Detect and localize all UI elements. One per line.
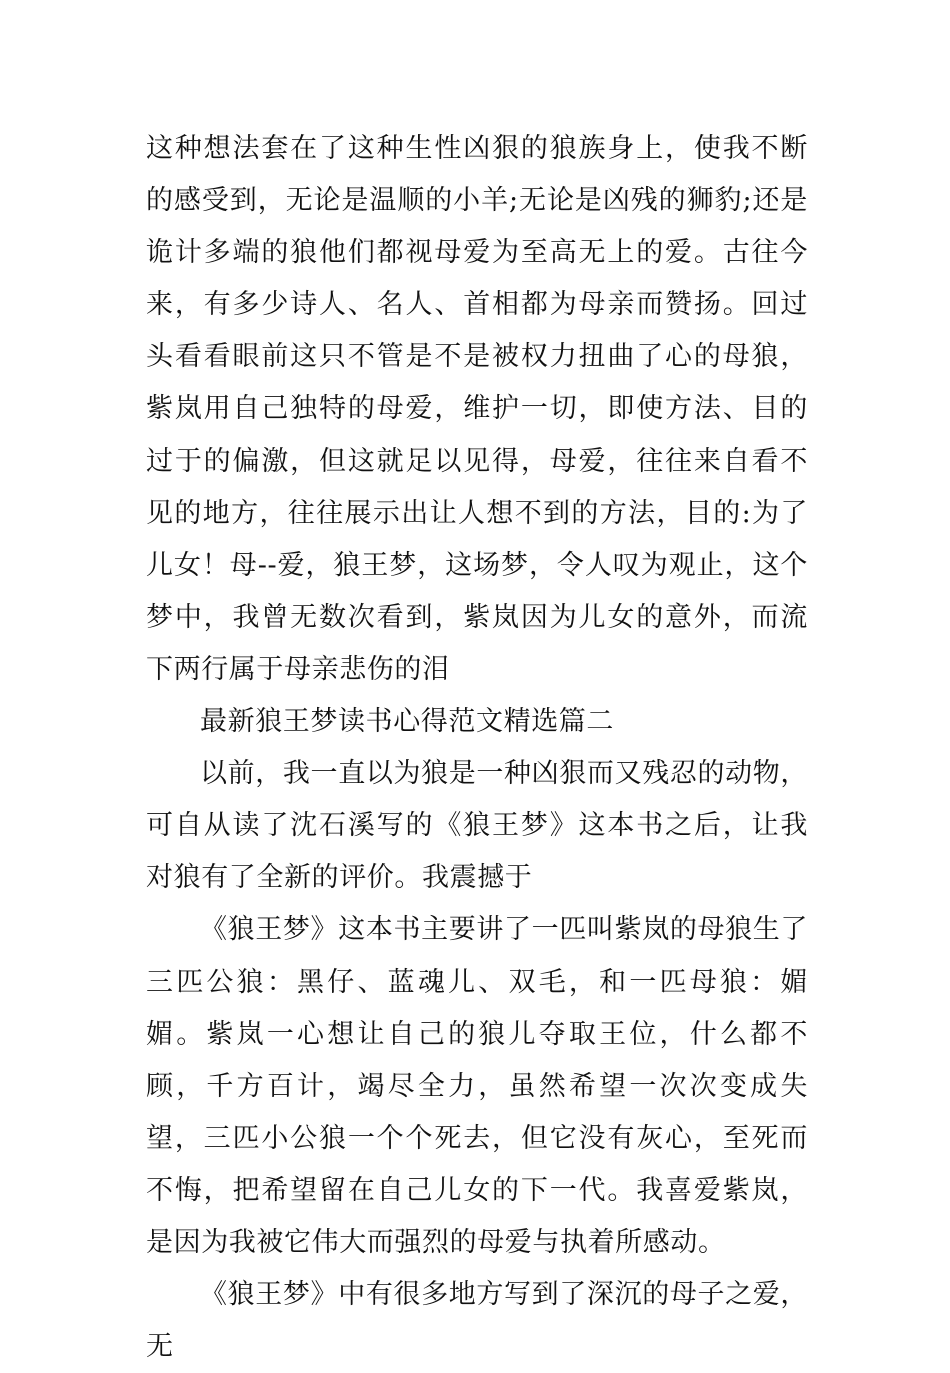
- paragraph-continuation: 这种想法套在了这种生性凶狠的狼族身上，使我不断的感受到，无论是温顺的小羊;无论是凶残的狮豹;还是诡计多端的狼他们都视母爱为至高无上的爱。古往今来，有多少诗人、名人、首相都为母亲而赞扬。回过头看看眼前这只不管是不是被权力扭曲了心的母狼，紫岚用自己独特的母爱，维护一切，即使方法、目的过于的偏激，但这就足以见得，母爱，往往来自看不见的地方，往往展示出让人想不到的方法，目的:为了儿女！母--爱，狼王梦，这场梦，令人叹为观止，这个梦中，我曾无数次看到，紫岚因为儿女的意外，而流下两行属于母亲悲伤的泪: [146, 133, 808, 685]
- section-heading: 最新狼王梦读书心得范文精选篇二: [200, 706, 614, 738]
- paragraph-love: 《狼王梦》中有很多地方写到了深沉的母子之爱，无: [146, 1279, 808, 1363]
- document-body: [146, 123, 808, 1373]
- paragraph-summary: 《狼王梦》这本书主要讲了一匹叫紫岚的母狼生了三匹公狼：黑仔、蓝魂儿、双毛，和一匹母狼：媚媚。紫岚一心想让自己的狼儿夺取王位，什么都不顾，千方百计，竭尽全力，虽然希望一次次变成失望，三匹小公狼一个个死去，但它没有灰心，至死而不悔，把希望留在自己儿女的下一代。我喜爱紫岚，是因为我被它伟大而强烈的母爱与执着所感动。: [146, 914, 808, 1258]
- paragraph-intro: 以前，我一直以为狼是一种凶狠而又残忍的动物，可自从读了沈石溪写的《狼王梦》这本书之后，让我对狼有了全新的评价。我震撼于: [146, 758, 808, 894]
